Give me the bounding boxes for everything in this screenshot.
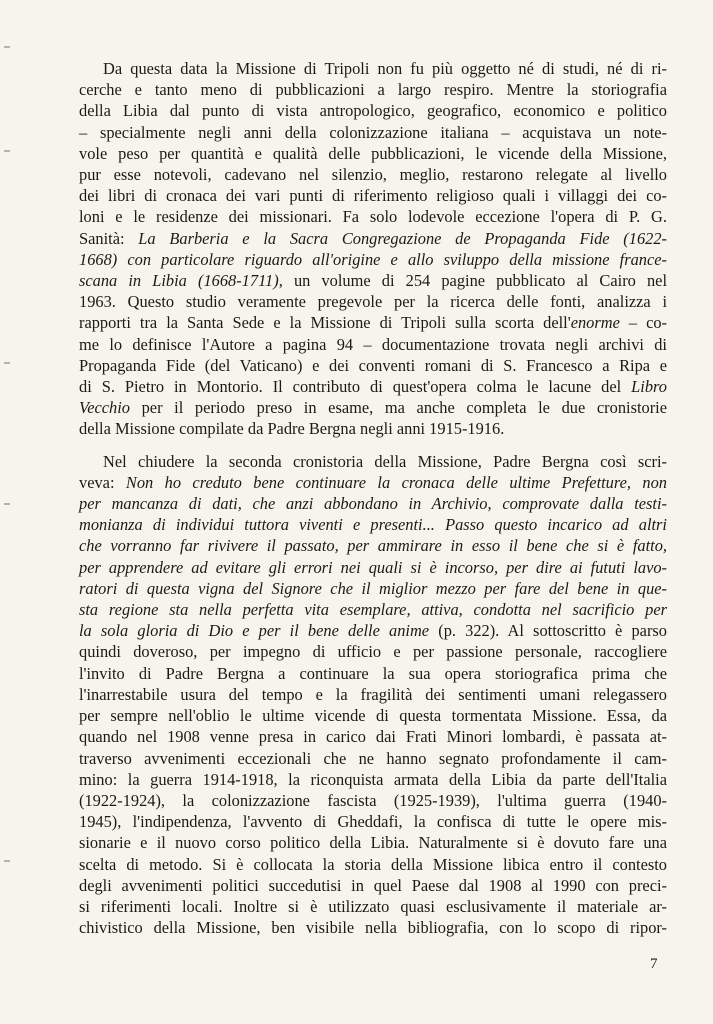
text-line: la sola gloria di Dio e per il bene delle anime (p. 322). Al sottoscritto è parso [79, 621, 667, 641]
text-line: della Missione compilate da Padre Bergna negli anni 1915-1916. [79, 419, 505, 439]
text-line: veva: Non ho creduto bene continuare la cronaca delle ultime Prefetture, non [79, 472, 668, 492]
text-line: cerche e tanto meno di pubblicazioni a largo respiro. Mentre la storiografia [79, 80, 667, 100]
text-line: – specialmente negli anni della colonizzazione italiana – acquistava un note- [79, 122, 667, 142]
text-line: Propaganda Fide (del Vaticano) e dei conventi romani di S. Francesco a Ripa e [79, 355, 667, 375]
paragraph-1 [79, 58, 667, 440]
text-line: per sempre nell'oblio le ultime vicende di questa tormentata Missione. Essa, da [79, 706, 667, 726]
text-line: si riferimenti locali. Inoltre si è utilizzato quasi esclusivamente il materiale ar- [79, 896, 667, 916]
text-line: me lo definisce l'Autore a pagina 94 – documentazione trovata negli archivi di [79, 334, 667, 354]
text-line: Sanità: La Barberia e la Sacra Congregazione de Propaganda Fide (1622- [79, 228, 667, 248]
text-line: scelta di metodo. Si è collocata la storia della Missione libica entro il contesto [79, 854, 667, 874]
margin-mark [4, 503, 10, 505]
text-line: (1922-1924), la colonizzazione fascista (1925-1939), l'ultima guerra (1940- [79, 790, 667, 810]
page-body [79, 58, 667, 949]
text-line: ratori di questa vigna del Signore che il miglior mezzo per fare del bene in que- [79, 578, 667, 598]
text-line: pur esse notevoli, cadevano nel silenzio, meglio, restarono relegate al livello [79, 165, 667, 185]
text-line: della Libia dal punto di vista antropologico, geografico, economico e politico [79, 101, 667, 121]
text-line: traverso avvenimenti eccezionali che ne hanno segnato profondamente il cam- [79, 748, 667, 768]
text-line: mino: la guerra 1914-1918, la riconquista armata della Libia da parte dell'Italia [79, 769, 667, 789]
text-line: per apprendere ad evitare gli errori nei quali si è incorso, per dire ai fututi lavo- [79, 557, 667, 577]
page-number: 7 [650, 956, 658, 972]
text-line: monianza di individui tuttora viventi e presenti... Passo questo incarico ad altri [79, 515, 667, 535]
text-line: rapporti tra la Santa Sede e la Missione di Tripoli sulla scorta dell'enorme – co- [79, 313, 667, 333]
margin-mark [4, 362, 10, 364]
text-line: l'invito di Padre Bergna a continuare la sua opera storiografica prima che [79, 663, 667, 683]
text-line: quindi doveroso, per impegno di ufficio e per passione personale, raccogliere [79, 642, 667, 662]
margin-mark [4, 860, 10, 862]
text-line: Nel chiudere la seconda cronistoria della Missione, Padre Bergna così scri- [103, 451, 667, 471]
paragraph-2 [79, 451, 667, 939]
text-line: di S. Pietro in Montorio. Il contributo di quest'opera colma le lacune del Libro [79, 377, 667, 397]
text-line: loni e le residenze dei missionari. Fa solo lodevole eccezione l'opera di P. G. [79, 207, 667, 227]
text-line: scana in Libia (1668-1711), un volume di 254 pagine pubblicato al Cairo nel [79, 271, 667, 291]
text-line: chivistico della Missione, ben visibile nella bibliografia, con lo scopo di ripor- [79, 918, 667, 938]
margin-mark [4, 150, 10, 152]
text-line: per mancanza di dati, che anzi abbondano in Archivio, comprovate dalla testi- [79, 494, 667, 514]
text-line: l'inarrestabile usura del tempo e la fragilità dei sentimenti umani relegassero [79, 684, 667, 704]
text-line: Vecchio per il periodo preso in esame, ma anche completa le due cronistorie [79, 398, 667, 418]
text-line: Da questa data la Missione di Tripoli non fu più oggetto né di studi, né di ri- [103, 59, 667, 78]
text-line: 1945), l'indipendenza, l'avvento di Gheddafi, la confisca di tutte le opere mis- [79, 812, 667, 832]
text-line: vole peso per quantità e qualità delle pubblicazioni, le vicende della Missione, [79, 143, 667, 163]
text-line: quando nel 1908 venne presa in carico dai Frati Minori lombardi, è passata at- [79, 727, 667, 747]
text-line: sionarie e il nuovo corso politico della Libia. Naturalmente si è dovuto fare una [79, 833, 667, 853]
text-line: 1963. Questo studio veramente pregevole per la ricerca delle fonti, analizza i [79, 292, 667, 312]
text-line: che vorranno far rivivere il passato, per ammirare in esso il bene che si è fatto, [79, 536, 667, 556]
text-line: degli avvenimenti politici succedutisi in quel Paese dal 1908 al 1990 con preci- [79, 875, 667, 895]
text-line: 1668) con particolare riguardo all'origine e allo sviluppo della missione france- [79, 249, 667, 269]
text-line: dei libri di cronaca dei vari punti di riferimento religioso quali i villaggi dei co- [79, 186, 667, 206]
text-line: sta regione sta nella perfetta vita esemplare, attiva, condotta nel sacrificio per [79, 600, 667, 620]
margin-mark [4, 46, 10, 48]
